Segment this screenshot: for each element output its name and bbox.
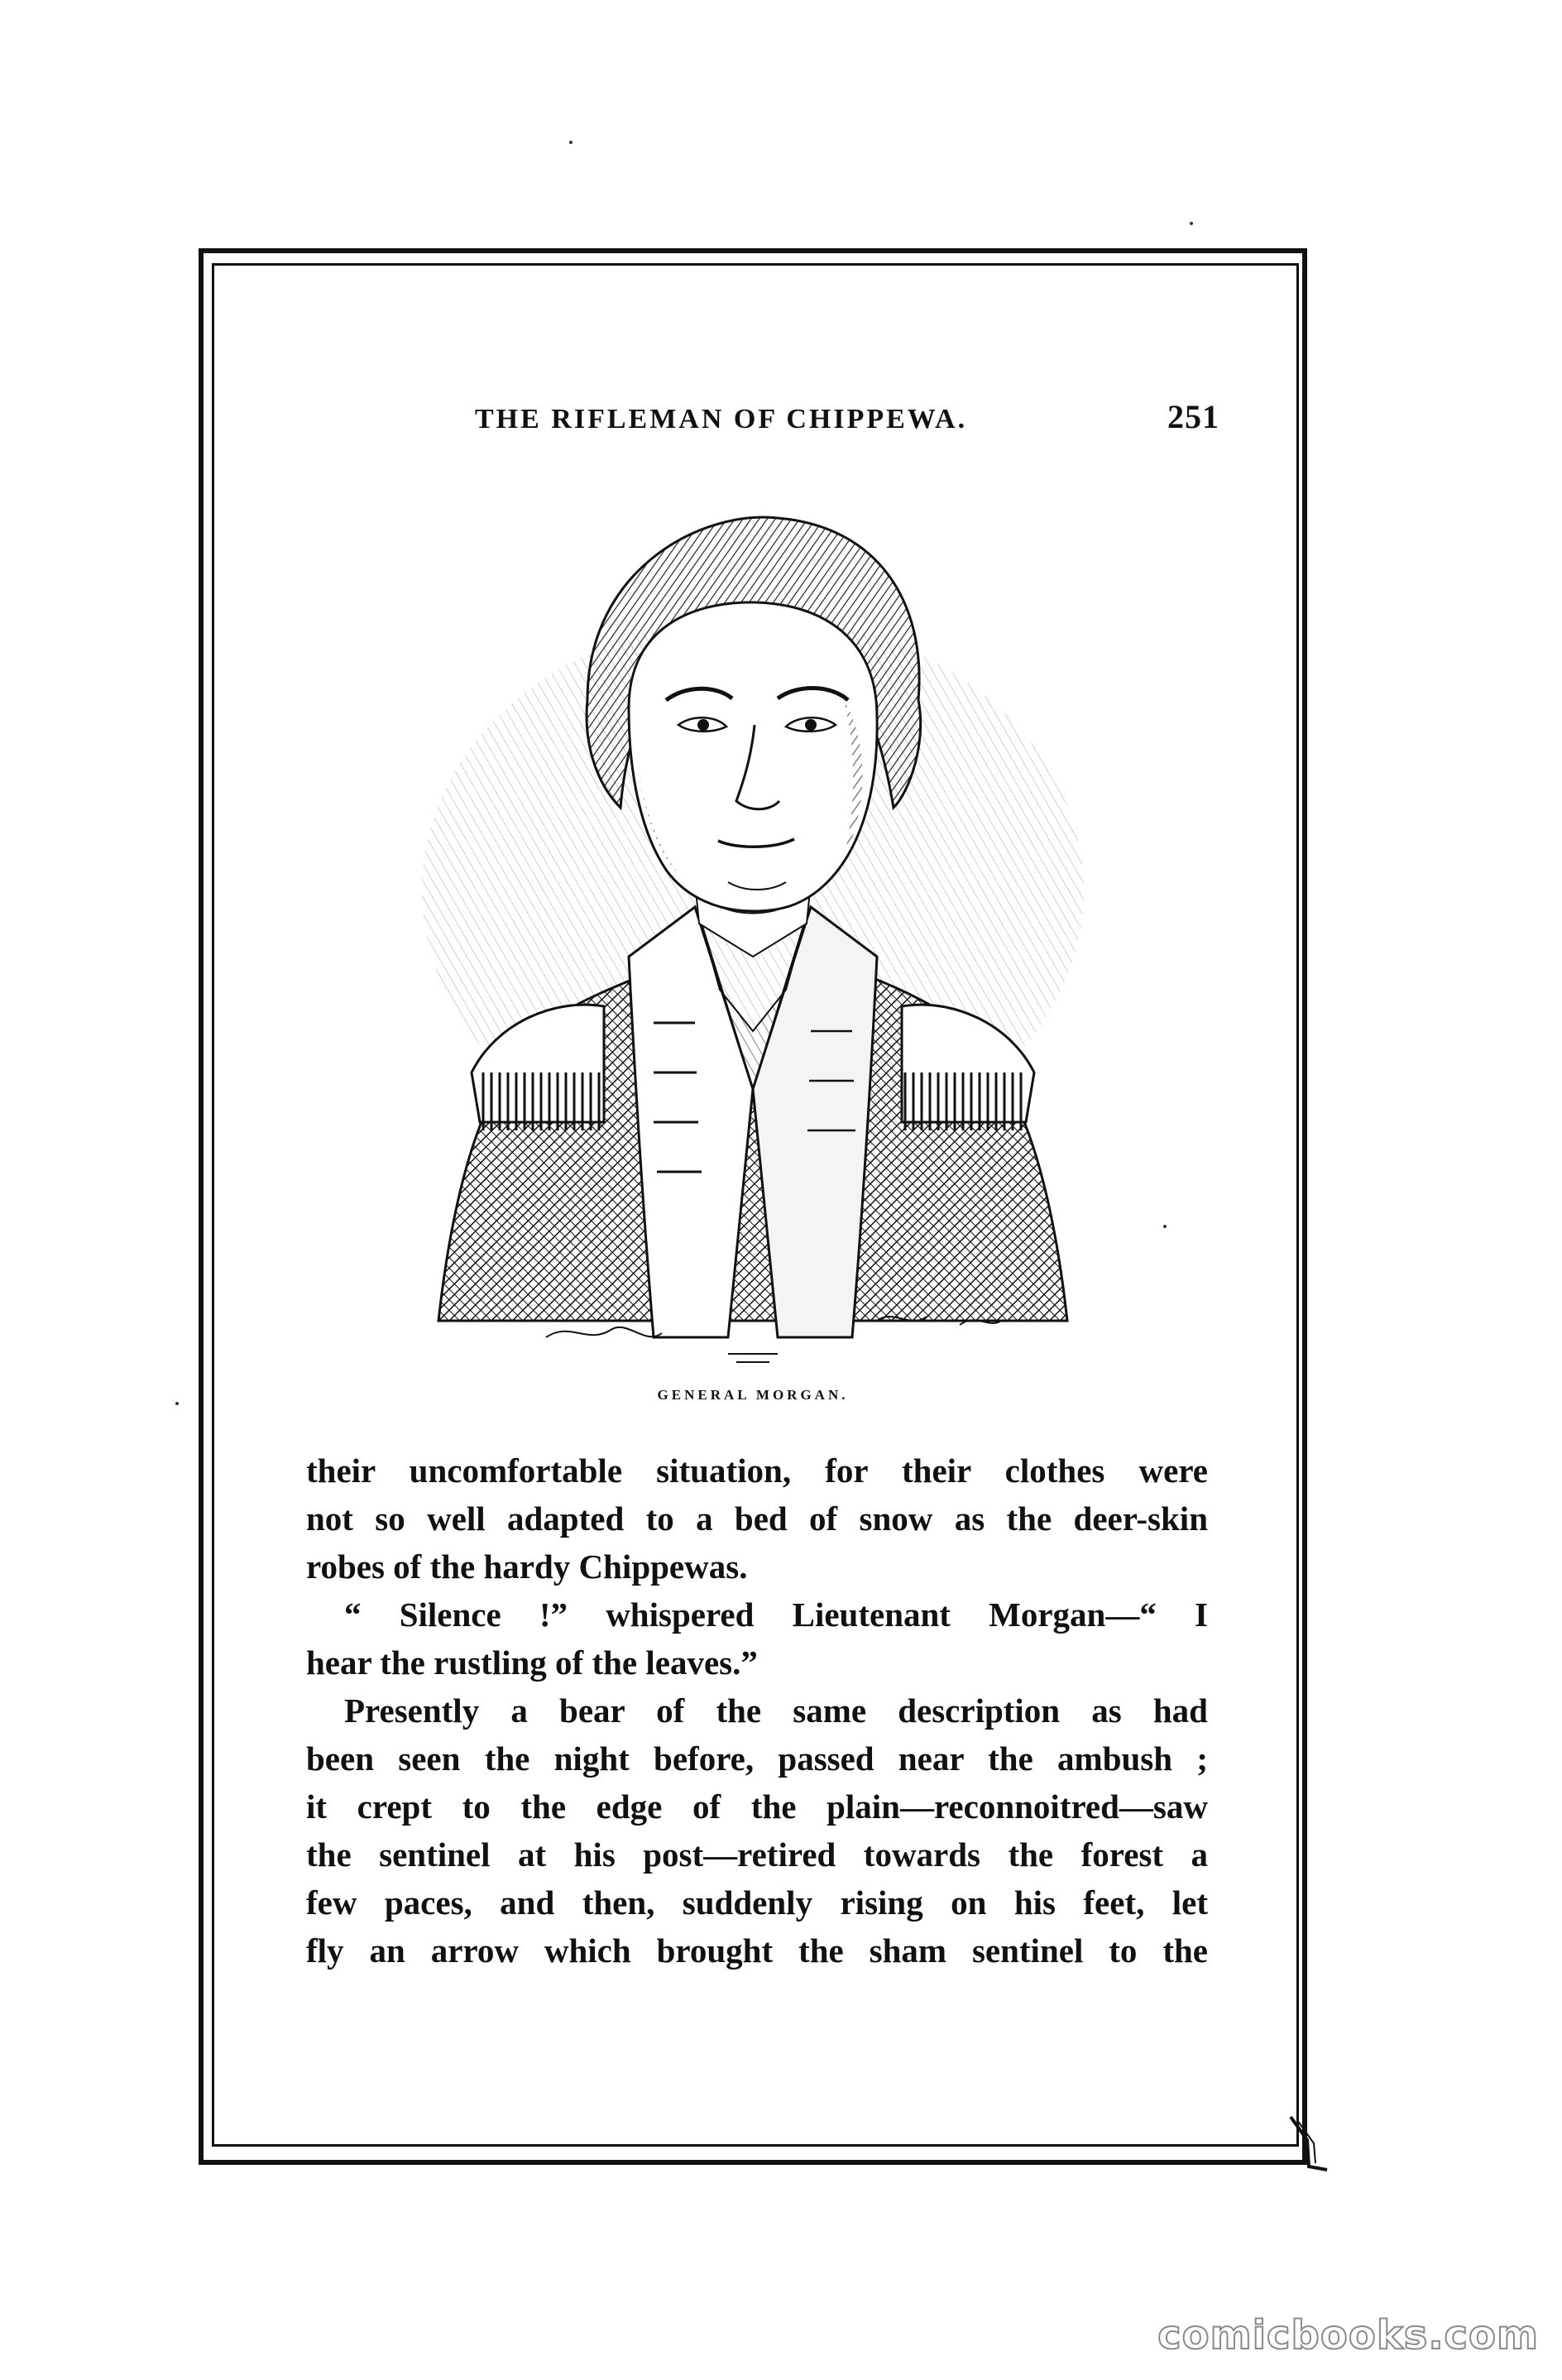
body-text bbox=[306, 1447, 1208, 1975]
text-line: not so well adapted to a bed of snow as the deer-skin bbox=[306, 1499, 1208, 1538]
page-number: 251 bbox=[1167, 398, 1219, 435]
text-line: their uncomfortable situation, for their clothes were bbox=[306, 1452, 1208, 1490]
text-line: it crept to the edge of the plain—reconnoitred—saw bbox=[306, 1787, 1208, 1826]
ink-speck bbox=[569, 141, 573, 144]
portrait-illustration bbox=[381, 493, 1125, 1370]
text-line: fly an arrow which brought the sham sentinel to the bbox=[306, 1931, 1208, 1970]
text-line: hear the rustling of the leaves.” bbox=[306, 1643, 758, 1682]
ink-speck bbox=[175, 1402, 179, 1405]
text-line: few paces, and then, suddenly rising on his feet, let bbox=[306, 1883, 1208, 1922]
watermark: comicbooks.com bbox=[1157, 2312, 1539, 2358]
text-line: Presently a bear of the same description as had bbox=[344, 1691, 1208, 1730]
text-line: been seen the night before, passed near the ambush ; bbox=[306, 1739, 1208, 1778]
ink-speck bbox=[1190, 222, 1193, 225]
text-line: the sentinel at his post—retired towards the forest a bbox=[306, 1835, 1208, 1874]
running-head: THE RIFLEMAN OF CHIPPEWA. bbox=[475, 404, 968, 434]
text-line: robes of the hardy Chippewas. bbox=[306, 1547, 748, 1586]
page-header bbox=[475, 397, 1219, 449]
text-line: “ Silence !” whispered Lieutenant Morgan—“ I bbox=[344, 1595, 1208, 1634]
illustration-caption: GENERAL MORGAN. bbox=[657, 1387, 849, 1403]
page-border-corner bbox=[1289, 2115, 1329, 2171]
